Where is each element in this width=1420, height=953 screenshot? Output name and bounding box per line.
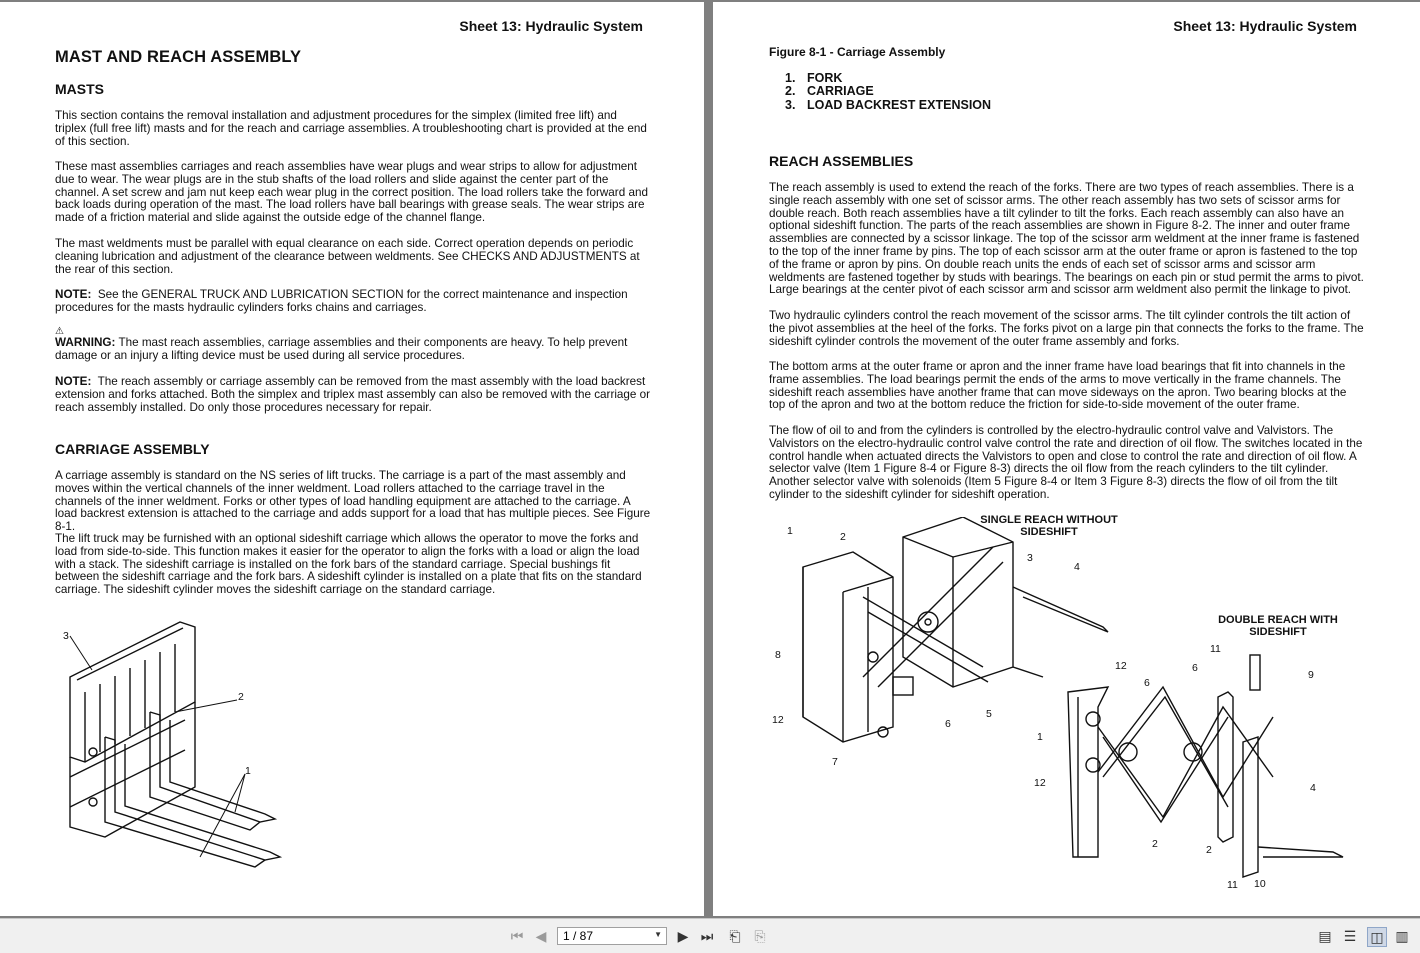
single-reach-label: SINGLE REACH WITHOUT SIDESHIFT xyxy=(980,514,1118,538)
note-label: NOTE: xyxy=(55,375,92,388)
callout-10: 10 xyxy=(1254,878,1266,890)
callout-12: 12 xyxy=(1034,777,1046,789)
figure-legend-list xyxy=(785,72,991,112)
callout-11: 11 xyxy=(1227,879,1238,891)
callout-2: 2 xyxy=(238,691,244,703)
double-reach-figure xyxy=(1063,647,1363,887)
warning-label: WARNING: xyxy=(55,336,116,349)
callout-11: 11 xyxy=(1210,643,1221,655)
callout-12: 12 xyxy=(1115,660,1127,672)
callout-2: 2 xyxy=(1152,838,1158,850)
page-number-input[interactable] xyxy=(557,927,667,945)
callout-2: 2 xyxy=(1206,844,1212,856)
page-left xyxy=(0,2,704,916)
last-page-icon[interactable]: ⏭ xyxy=(700,927,714,944)
reach-heading: REACH ASSEMBLIES xyxy=(769,153,914,169)
carriage-paragraph-1: A carriage assembly is standard on the NS series of lift trucks. The carriage is a part of the mast assembly and moves within the vertical channels of the inner weldment. Load rollers attached to the carriage travel in the channels of the inner weldment. Forks or other types of load handling equipment are attached to the carriage. A load backrest extension is attached to the carriage and adds support for a load that has multiple pieces. See Figure 8-1. xyxy=(55,469,651,534)
prev-view-icon[interactable]: ⎗ xyxy=(729,927,741,944)
list-item: 3. LOAD BACKREST EXTENSION xyxy=(785,97,992,112)
callout-3: 3 xyxy=(63,630,69,642)
note-text: The reach assembly or carriage assembly can be removed from the mast assembly with the load backrest extension and forks attached. Both the simplex and triplex mast assembly can also be removed with the carriage or reach assembly installed. Do only those procedures necessary for repair. xyxy=(55,375,651,414)
callout-6: 6 xyxy=(945,718,951,730)
single-page-icon[interactable]: ▤ xyxy=(1318,927,1332,944)
carriage-assembly-figure xyxy=(55,612,305,872)
callout-6: 6 xyxy=(1192,662,1198,674)
callout-7: 7 xyxy=(832,756,838,768)
masts-heading: MASTS xyxy=(55,81,104,97)
chevron-down-icon[interactable]: ▼ xyxy=(654,930,662,939)
callout-1: 1 xyxy=(1037,731,1043,743)
callout-9: 9 xyxy=(1308,669,1314,681)
callout-6: 6 xyxy=(1144,677,1150,689)
page-right xyxy=(713,2,1420,916)
callout-1: 1 xyxy=(787,525,793,537)
callout-4: 4 xyxy=(1074,561,1080,573)
sheet-title: Sheet 13: Hydraulic System xyxy=(459,18,643,34)
callout-2: 2 xyxy=(840,531,846,543)
callout-8: 8 xyxy=(775,649,781,661)
prev-page-icon[interactable]: ◀ xyxy=(535,927,547,944)
masts-paragraph-3: The mast weldments must be parallel with equal clearance on each side. Correct operation depends on periodic cleaning lubrication and adjustment of the clearance between weldments. See CHECKS AND ADJUSTMENTS at the rear of this section. xyxy=(55,237,640,276)
navigation-toolbar xyxy=(0,918,1420,953)
first-page-icon[interactable]: ⏮ xyxy=(510,927,524,944)
warning xyxy=(55,337,651,363)
continuous-icon[interactable]: ☰ xyxy=(1343,927,1357,944)
note-1 xyxy=(55,289,651,315)
callout-4: 4 xyxy=(1310,782,1316,794)
page-number-value: 1 / 87 xyxy=(563,929,594,943)
continuous-facing-icon[interactable]: ▥ xyxy=(1395,927,1409,944)
reach-paragraph-3: The bottom arms at the outer frame or apron and the inner frame have load bearings that fit into channels in the frame assemblies. The load bearings permit the ends of the arms to move vertically in the frame channels. The sideshift reach assemblies have another frame that can move sideways on the apron. Two bearing blocks at the top of the apron and two at the bottom reduce the friction for side-to-side movement of the outer frame. xyxy=(769,360,1347,412)
callout-12: 12 xyxy=(772,714,784,726)
warning-text: The mast reach assemblies, carriage assemblies and their components are heavy. To help prevent damage or an injury a lifting device must be used during all service procedures. xyxy=(55,336,628,362)
reach-paragraph-4: The flow of oil to and from the cylinders is controlled by the electro-hydraulic control valve and Valvistors. The Valvistors on the electro-hydraulic control valve control the rate and direction of oil flow. The switches located in the control handle when actuated directs the Valvistors to open and close to control the rate and direction of oil flow. A selector valve (Item 1 Figure 8-4 or Figure 8-3) directs the oil flow from the reach cylinders to the tilt cylinder. Another selector valve with solenoids (Item 5 Figure 8-4 or Item 3 Figure 8-3) directs the flow of oil from the tilt cylinder to the sideshift cylinder for sideshift operation. xyxy=(769,424,1363,501)
carriage-heading: CARRIAGE ASSEMBLY xyxy=(55,441,210,457)
carriage-paragraph-2: The lift truck may be furnished with an optional sideshift carriage which allows the operator to move the forks and load from side-to-side. This function makes it easier for the operator to align the forks with a load or align the load with a stack. The sideshift carriage is installed on the fork bars of the standard carriage. Special bushings fit between the sideshift carriage and the fork bars. A sideshift cylinder is installed on a plate that fits on the standard carriage. The sideshift cylinder moves the sideshift carriage on the standard carriage. xyxy=(55,532,642,597)
note-label: NOTE: xyxy=(55,288,92,301)
note-2 xyxy=(55,376,651,414)
sheet-title: Sheet 13: Hydraulic System xyxy=(1173,18,1357,34)
list-item: 2. CARRIAGE xyxy=(785,84,874,99)
facing-icon[interactable]: ◫ xyxy=(1367,927,1387,947)
masts-paragraph-2: These mast assemblies carriages and reach assemblies have wear plugs and wear strips to allow for adjustment due to wear. The wear plugs are in the stub shafts of the load rollers and slide against the center part of the channel. A set screw and jam nut keep each wear plug in the correct position. The load rollers take the forward and back loads during operation of the mast. The load rollers have ball bearings with grease seals. The wear strips are made of a friction material and slide against the outside edge of the channel flange. xyxy=(55,160,648,225)
warning-icon: ⚠ xyxy=(55,326,64,337)
callout-1: 1 xyxy=(245,765,251,777)
next-page-icon[interactable]: ▶ xyxy=(677,927,689,944)
list-item: 1. FORK xyxy=(785,71,843,85)
callout-3: 3 xyxy=(1027,552,1033,564)
masts-paragraph-1: This section contains the removal installation and adjustment procedures for the simplex (limited free lift) and triplex (full free lift) masts and for the reach and carriage assemblies. A troubleshooting chart is provided at the end of this section. xyxy=(55,109,647,148)
next-view-icon[interactable]: ⎘ xyxy=(754,927,766,944)
reach-paragraph-2: Two hydraulic cylinders control the reach movement of the scissor arms. The tilt cylinder controls the tilt action of the pivot assemblies at the heel of the forks. The forks pivot on a large pin that connects the forks to the frame. The sideshift cylinder controls the movement of the outer frame assembly and forks. xyxy=(769,309,1364,348)
figure-caption: Figure 8-1 - Carriage Assembly xyxy=(769,45,946,59)
note-text: See the GENERAL TRUCK AND LUBRICATION SECTION for the correct maintenance and inspection procedures for the masts hydraulic cylinders forks chains and carriages. xyxy=(55,288,628,314)
section-heading: MAST AND REACH ASSEMBLY xyxy=(55,48,302,66)
reach-paragraph-1: The reach assembly is used to extend the reach of the forks. There are two types of reach assemblies. There is a single reach assembly with one set of scissor arms. The other reach assembly has two sets of scissor arms for double reach. Both reach assemblies have a tilt cylinder to tilt the forks. Each reach assembly can also have an optional sideshift function. The parts of the reach assemblies are shown in Figure 8-2. The inner and outer frame assemblies are connected by a scissor linkage. The top of the scissor arm weldment at the inner frame is fastened to the top of the inner frame by pins. The top of each scissor arm at the outer frame or apron is fastened to the top of the frame or apron by pins. On double reach units the ends of each set of scissor arms and scissor arm weldments are fastened together by studs with bearings. The bearings on each pin or stud permit the arms to pivot. Large bearings at the center pivot of each scissor arm and scissor arm weldment also permit the linkage to pivot. xyxy=(769,181,1364,297)
callout-5: 5 xyxy=(986,708,992,720)
double-reach-label: DOUBLE REACH WITH SIDESHIFT xyxy=(1218,614,1338,638)
